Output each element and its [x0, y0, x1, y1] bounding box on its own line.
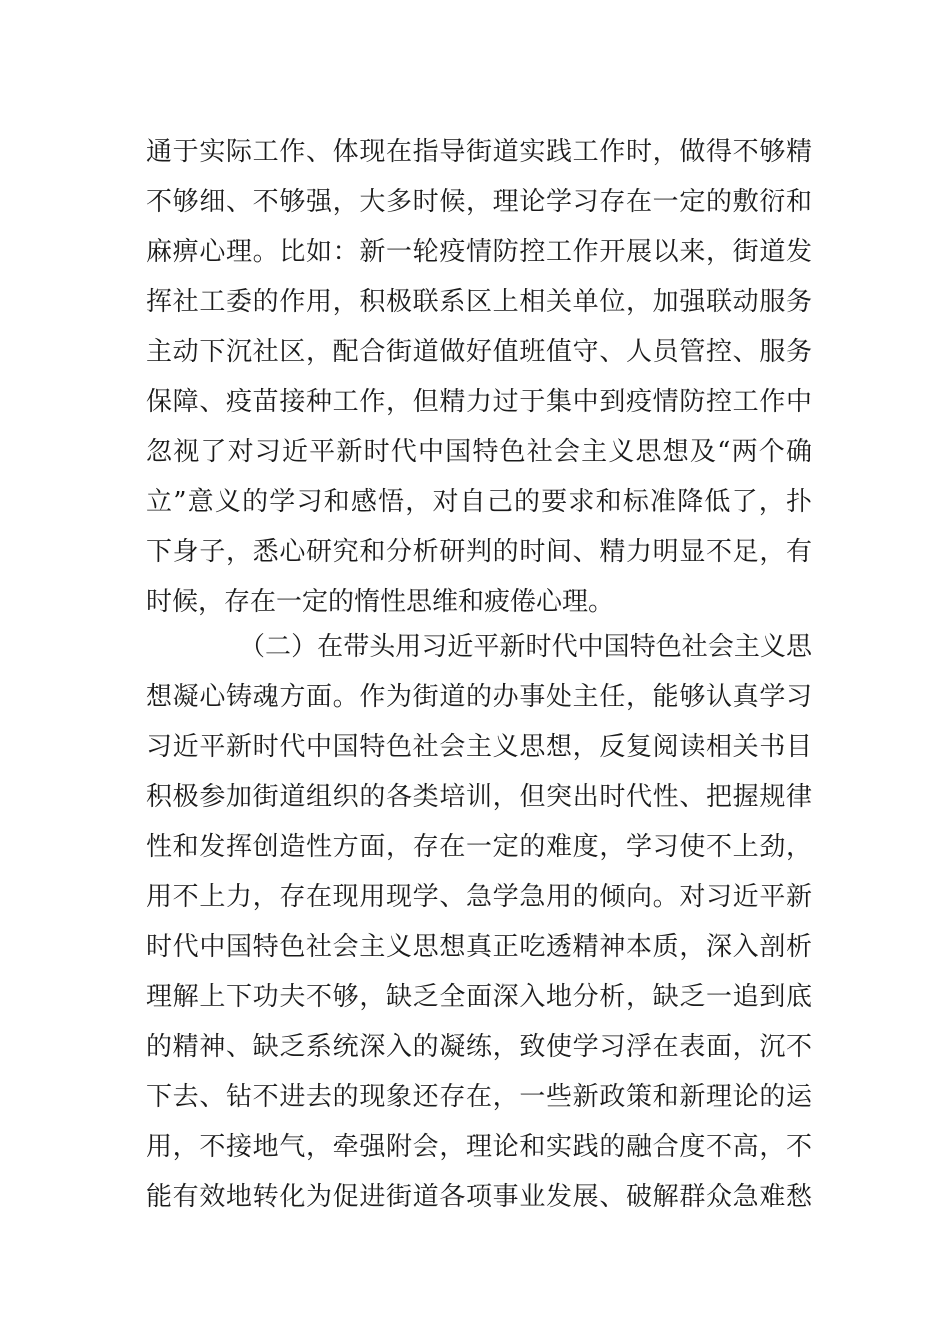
text-line: 时候，存在一定的惰性思维和疲倦心理。: [146, 587, 615, 617]
text-line: 忽视了对习近平新时代中国特色社会主义思想及“两个确: [146, 437, 812, 467]
text-line: 麻痹心理。比如：新一轮疫情防控工作开展以来，街道发: [146, 237, 812, 267]
text-line: 下身子，悉心研究和分析研判的时间、精力明显不足，有: [146, 537, 812, 567]
text-line: 保障、疫苗接种工作，但精力过于集中到疫情防控工作中: [146, 387, 812, 417]
text-line: 习近平新时代中国特色社会主义思想，反复阅读相关书目: [146, 732, 812, 762]
text-line: 理解上下功夫不够，缺乏全面深入地分析，缺乏一追到底: [146, 982, 812, 1012]
text-line: 下去、钻不进去的现象还存在，一些新政策和新理论的运: [146, 1082, 812, 1112]
text-line: 立”意义的学习和感悟，对自己的要求和标准降低了，扑: [146, 487, 812, 517]
text-line: 主动下沉社区，配合街道做好值班值守、人员管控、服务: [146, 337, 812, 367]
text-line: 用，不接地气，牵强附会，理论和实践的融合度不高，不: [146, 1132, 812, 1162]
text-line: 通于实际工作、体现在指导街道实践工作时，做得不够精: [146, 137, 812, 167]
text-line: 不够细、不够强，大多时候，理论学习存在一定的敷衍和: [146, 187, 812, 217]
text-line: 用不上力，存在现用现学、急学急用的倾向。对习近平新: [146, 882, 812, 912]
text-line: 时代中国特色社会主义思想真正吃透精神本质，深入剖析: [146, 932, 812, 962]
text-line: 性和发挥创造性方面，存在一定的难度，学习使不上劲，: [146, 832, 812, 862]
text-line: 积极参加街道组织的各类培训，但突出时代性、把握规律: [146, 782, 812, 812]
text-line: 想凝心铸魂方面。作为街道的办事处主任，能够认真学习: [146, 682, 812, 712]
text-line: 能有效地转化为促进街道各项事业发展、破解群众急难愁: [146, 1182, 812, 1212]
text-line: 挥社工委的作用，积极联系区上相关单位，加强联动服务: [146, 287, 812, 317]
text-line: 的精神、缺乏系统深入的凝练，致使学习浮在表面，沉不: [146, 1032, 812, 1062]
section-heading-line: （二）在带头用习近平新时代中国特色社会主义思: [239, 632, 812, 662]
